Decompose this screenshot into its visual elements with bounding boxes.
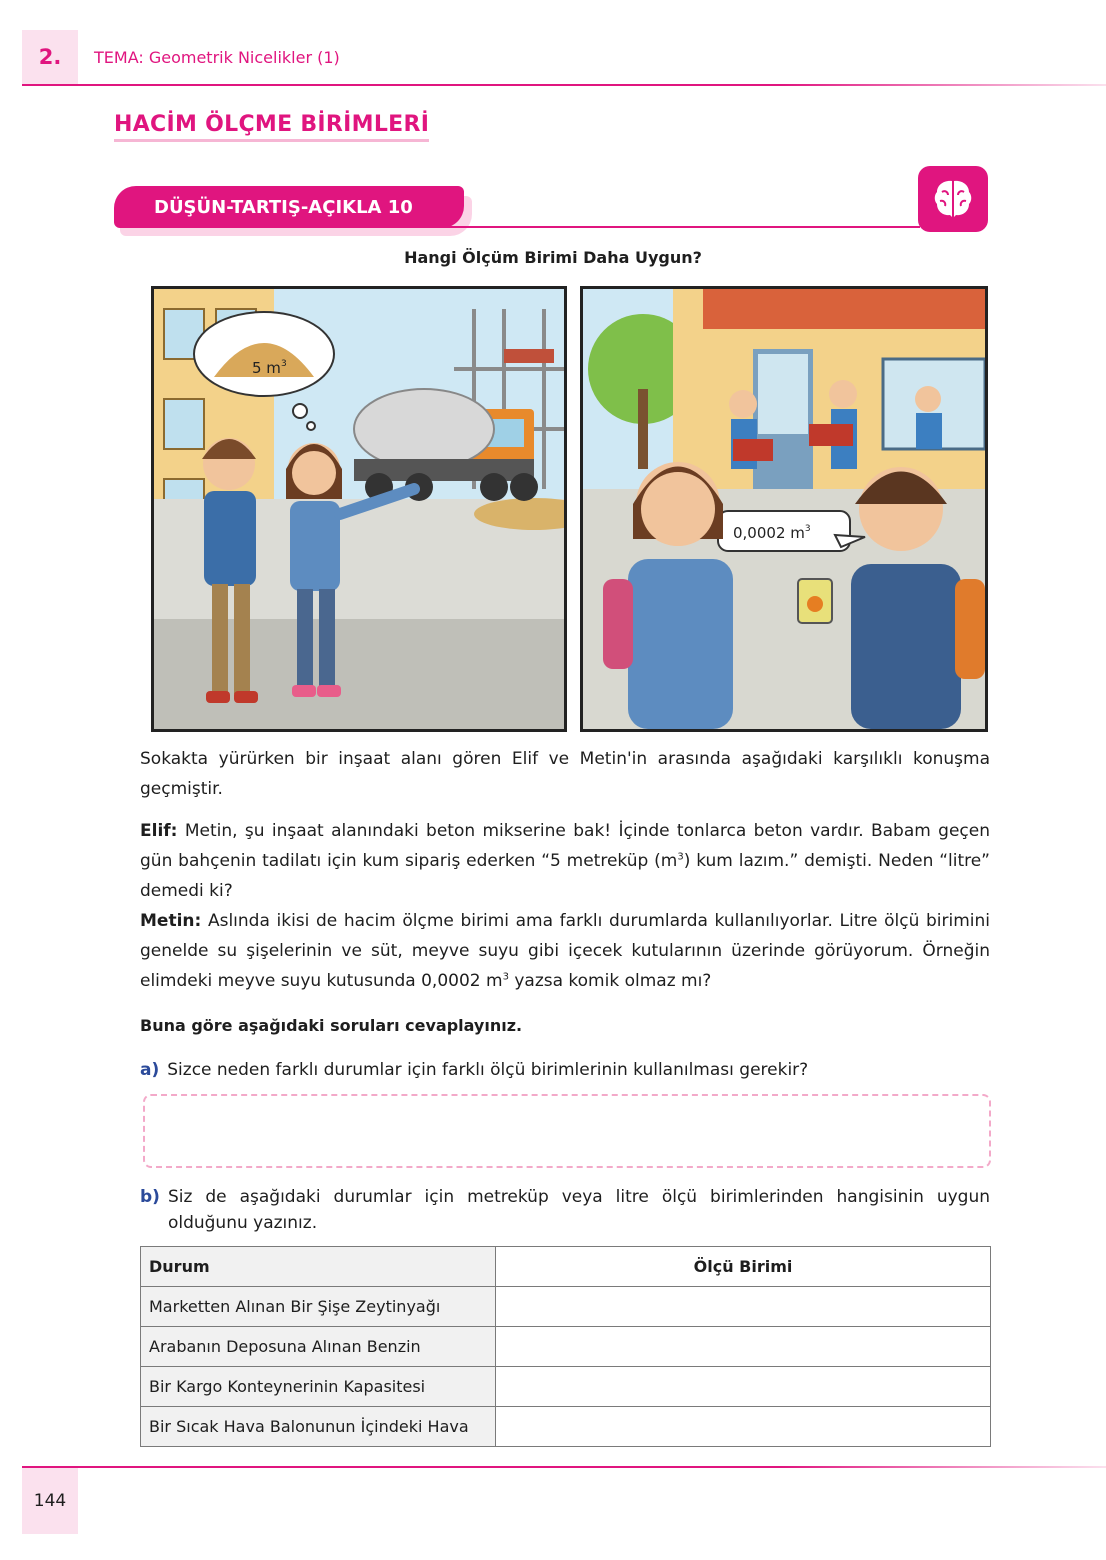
illustration-school-entrance: [580, 286, 988, 732]
elif-name: Elif:: [140, 821, 178, 841]
question-b: [140, 1184, 990, 1236]
row-answer-cell[interactable]: [496, 1367, 991, 1407]
row-answer-cell[interactable]: [496, 1327, 991, 1367]
metin-dialogue: [140, 906, 990, 996]
activity-label: DÜŞÜN-TARTIŞ-AÇIKLA 10: [154, 196, 413, 218]
metin-name: Metin:: [140, 911, 202, 931]
table-row: [141, 1367, 991, 1407]
question-b-text: Siz de aşağıdaki durumlar için metreküp veya litre ölçü birimlerinden hangisinin uygun olduğunu yazınız.: [167, 1187, 990, 1233]
unit-table: [140, 1246, 991, 1447]
illustration-construction-site: [151, 286, 567, 732]
activity-subtitle: Hangi Ölçüm Birimi Daha Uygun?: [404, 248, 702, 267]
right-bubble-unit: 0,0002 m: [733, 524, 805, 542]
metin-text-part1: Aslında ikisi de hacim ölçme birimi ama farklı durumlarda kullanılıyorlar. Litre ölçü birimini genelde su şişelerinin ve süt, meyve suyu gibi içecek kutularının üzerinde görüyorum. Örneğin elimdeki meyve suyu kutusunda 0,0002 m: [140, 911, 990, 991]
svg-text:0,0002 m3: [733, 524, 811, 542]
intro-paragraph: Sokakta yürürken bir inşaat alanı gören Elif ve Metin'in arasında aşağıdaki karşılıklı konuşma geçmiştir.: [140, 749, 990, 799]
table-row: [141, 1287, 991, 1327]
elif-exponent: 3: [677, 851, 684, 863]
section-title: HACİM ÖLÇME BİRİMLERİ: [114, 112, 429, 142]
activity-divider: [440, 226, 920, 228]
question-a-text: Sizce neden farklı durumlar için farklı ölçü birimlerinin kullanılması gerekir?: [167, 1060, 809, 1080]
table-header-row: [141, 1247, 991, 1287]
table-row: [141, 1407, 991, 1447]
row-situation: Arabanın Deposuna Alınan Benzin: [141, 1327, 496, 1367]
instruction: Buna göre aşağıdaki soruları cevaplayınız.: [140, 1016, 523, 1035]
row-situation: Bir Kargo Konteynerinin Kapasitesi: [141, 1367, 496, 1407]
header-durum: Durum: [141, 1247, 496, 1287]
left-bubble-exponent: 3: [280, 359, 287, 369]
elif-text-part1: Metin, şu inşaat alanındaki beton mikserine bak! İçinde tonlarca beton vardır. Babam geçen gün bahçenin tadilatı için kum sipariş ederken “5 metreküp (m: [140, 821, 990, 871]
chapter-number: 2.: [22, 30, 78, 84]
row-answer-cell[interactable]: [496, 1287, 991, 1327]
header-olcu-birimi: Ölçü Birimi: [496, 1247, 991, 1287]
table-row: [141, 1327, 991, 1367]
row-answer-cell[interactable]: [496, 1407, 991, 1447]
question-b-letter: b): [140, 1187, 160, 1207]
elif-dialogue: [140, 816, 990, 906]
question-a-letter: a): [140, 1060, 160, 1080]
left-bubble-unit: 5 m: [252, 359, 281, 377]
page-number: 144: [22, 1468, 78, 1534]
elif-text-part2: ) kum lazım.” demişti. Neden “litre” demedi ki?: [140, 851, 990, 901]
theme-label: TEMA: Geometrik Nicelikler (1): [94, 48, 340, 67]
metin-exponent: 3: [502, 971, 509, 983]
brain-icon: [918, 166, 988, 232]
activity-banner: [114, 186, 464, 228]
question-a: [140, 1060, 808, 1080]
row-situation: Marketten Alınan Bir Şişe Zeytinyağı: [141, 1287, 496, 1327]
footer-divider: [22, 1466, 1106, 1468]
metin-text-part2: yazsa komik olmaz mı?: [508, 971, 712, 991]
answer-box-a[interactable]: [143, 1094, 991, 1168]
header-divider: [22, 84, 1106, 86]
row-situation: Bir Sıcak Hava Balonunun İçindeki Hava: [141, 1407, 496, 1447]
right-bubble-exponent: 3: [804, 524, 811, 534]
